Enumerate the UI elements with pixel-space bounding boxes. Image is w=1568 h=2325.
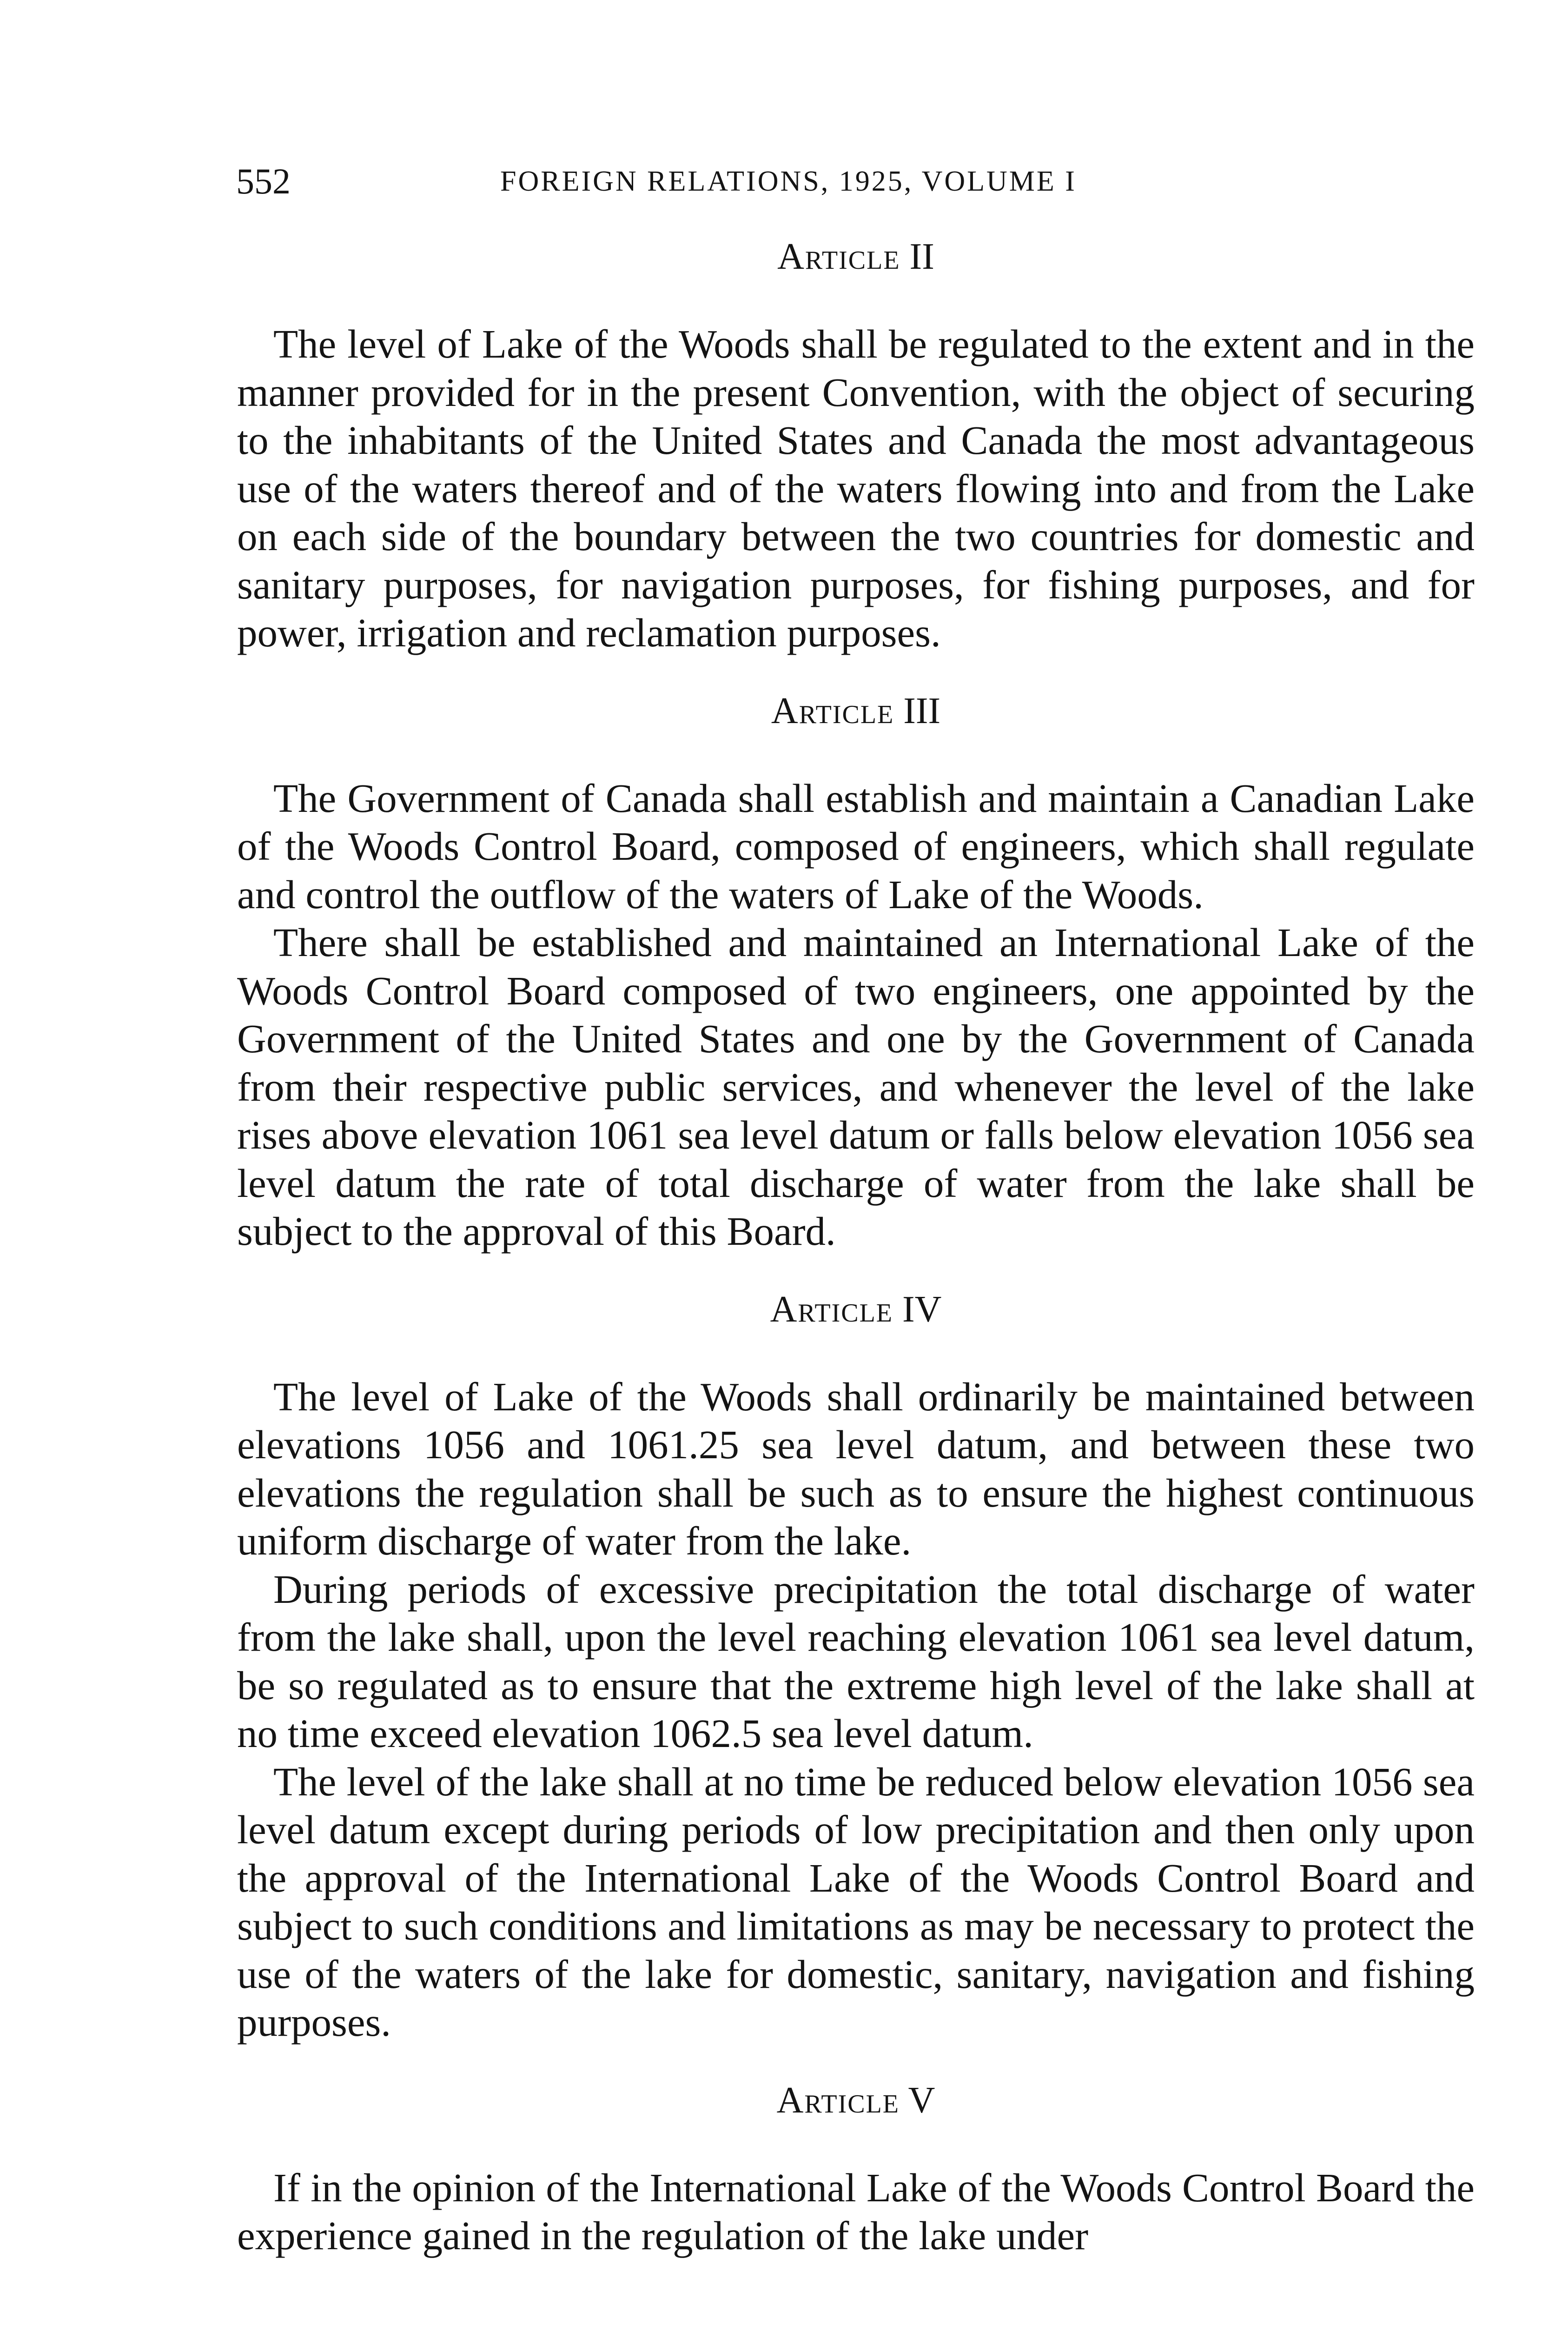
article-label: Article [776,2079,900,2121]
paragraph: If in the opinion of the International Lake of the Woods Control Board the experience gained in the regulation of the lake under [237,2165,1475,2258]
article-numeral: III [903,690,941,731]
article-label: Article [777,236,900,277]
body-text [237,232,1475,2260]
running-head [236,160,1456,202]
paragraph: The level of Lake of the Woods shall be regulated to the extent and in the manner provided for in the present Convention, with the object of securing to the inhabitants of the United States and Canada the most advantageous use of the waters thereof and of the waters flowing into and from the Lake on each side of the boundary between the two countries for domestic and sanitary purposes, for navigation purposes, for fishing purposes, and for power, irrigation and reclamation purposes. [237,321,1475,655]
article-numeral: IV [902,1289,942,1330]
paragraph: The level of Lake of the Woods shall ordinarily be maintained between elevations 1056 and 1061.25 sea level datum, and between these two elevations the regulation shall be such as to ensure the highest continuous uniform discharge of water from the lake. [237,1374,1475,1563]
paragraph: The level of the lake shall at no time be reduced below elevation 1056 sea level datum except during periods of low precipitation and then only upon the approval of the International Lake of the Woods Control Board and subject to such conditions and limitations as may be necessary to protect the use of the waters of the lake for domestic, sanitary, navigation and fishing purposes. [237,1759,1475,2045]
article-heading [237,687,1475,735]
article-label: Article [770,1289,893,1330]
article-numeral: V [908,2079,935,2121]
paragraph: There shall be established and maintained an International Lake of the Woods Control Board composed of two engineers, one appointed by the Government of the United States and one by the Government of Canada from their respective public services, and whenever the level of the lake rises above elevation 1061 sea level datum or falls below elevation 1056 sea level datum the rate of total discharge of water from the lake shall be subject to the approval of this Board. [237,920,1475,1254]
page-number: 552 [236,161,291,201]
paragraph: The Government of Canada shall establish and maintain a Canadian Lake of the Woods Control Board, composed of engineers, which shall regulate and control the outflow of the waters of Lake of the Woods. [237,775,1475,917]
article-heading [237,232,1475,281]
paragraph: During periods of excessive precipitation the total discharge of water from the lake shall, upon the level reaching elevation 1061 sea level datum, be so regulated as to ensure that the extreme high level of the lake shall at no time exceed elevation 1062.5 sea level datum. [237,1566,1475,1756]
article-heading [237,2076,1475,2125]
article-label: Article [771,690,894,731]
article-heading [237,1285,1475,1334]
article-numeral: II [909,236,934,277]
header-title: FOREIGN RELATIONS, 1925, VOLUME I [500,166,1077,197]
